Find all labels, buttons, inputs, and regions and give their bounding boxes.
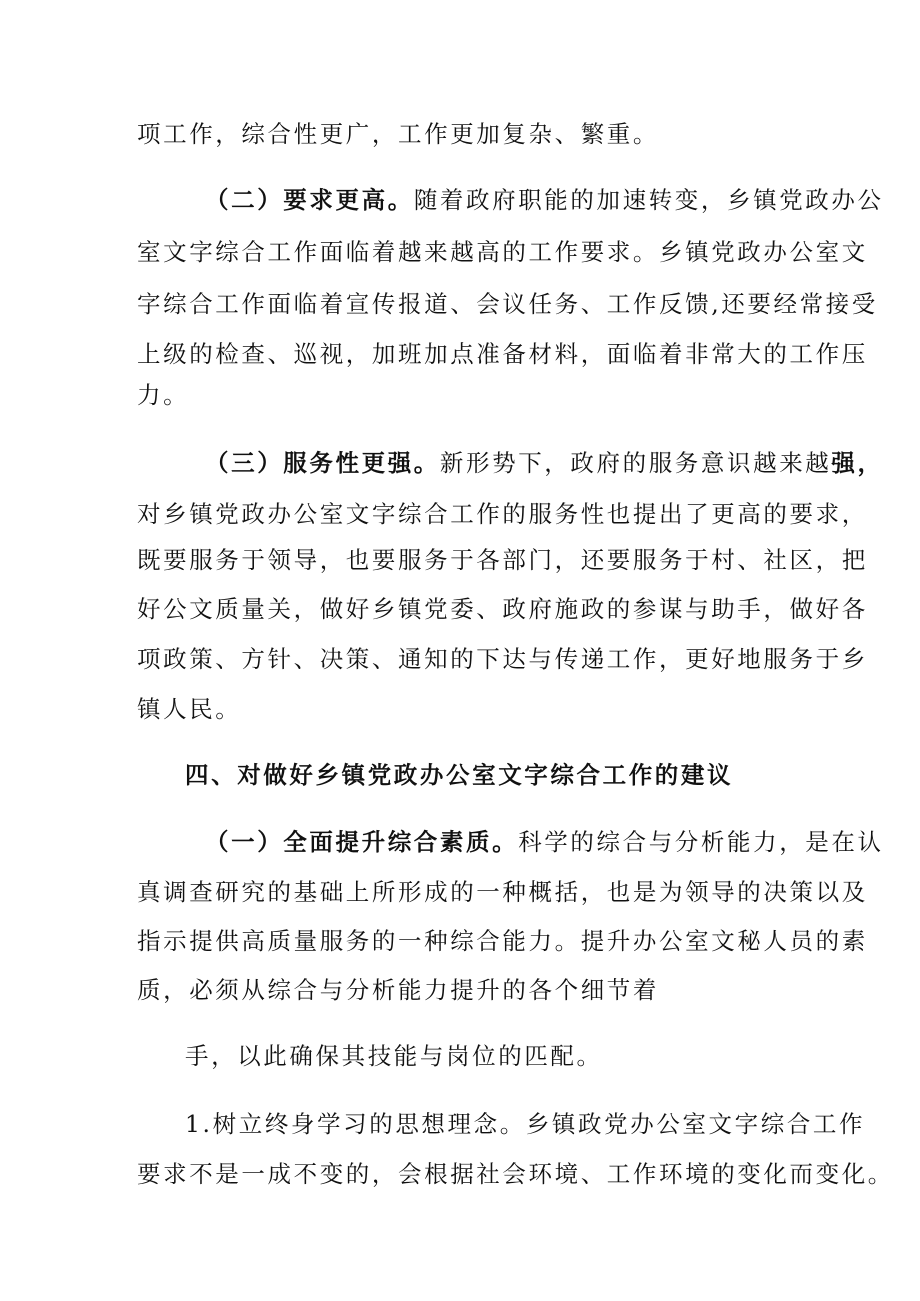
- paragraph-line: （三）服务性更强。新形势下，政府的服务意识越来越强，: [205, 449, 884, 477]
- paragraph-line: 上级的检查、巡视，加班加点准备材料，面临着非常大的工作压: [137, 340, 868, 368]
- paragraph-line: 室文字综合工作面临着越来越高的工作要求。乡镇党政办公室文: [137, 238, 868, 266]
- paragraph-line: 字综合工作面临着宣传报道、会议任务、工作反馈,还要经常接受: [137, 290, 878, 318]
- subheading-3: （三）服务性更强。: [205, 449, 440, 477]
- paragraph-line: 好公文质量关，做好乡镇党委、政府施政的参谋与助手，做好各: [137, 595, 868, 623]
- paragraph-line: 既要服务于领导，也要服务于各部门，还要服务于村、社区，把: [137, 546, 868, 574]
- paragraph-line: 1.树立终身学习的思想理念。乡镇政党办公室文字综合工作: [185, 1110, 866, 1138]
- paragraph-line: 镇人民。: [137, 695, 242, 723]
- paragraph-line: 指示提供高质量服务的一种综合能力。提升办公室文秘人员的素: [137, 927, 868, 955]
- paragraph-line: （二）要求更高。随着政府职能的加速转变，乡镇党政办公: [205, 186, 884, 214]
- paragraph-line: 力。: [137, 381, 190, 409]
- paragraph-line: 要求不是一成不变的，会根据社会环境、工作环境的变化而变化。: [137, 1160, 894, 1188]
- paragraph-line: 对乡镇党政办公室文字综合工作的服务性也提出了更高的要求，: [137, 500, 868, 528]
- subheading-2: （二）要求更高。: [205, 186, 414, 214]
- subheading-1: （一）全面提升综合素质。: [205, 828, 519, 856]
- paragraph-line: 项政策、方针、决策、通知的下达与传递工作，更好地服务于乡: [137, 645, 868, 673]
- paragraph-line: 真调查研究的基础上所形成的一种概括，也是为领导的决策以及: [137, 878, 868, 906]
- paragraph-line: 手，以此确保其技能与岗位的匹配。: [185, 1042, 603, 1070]
- paragraph-line: （一）全面提升综合素质。科学的综合与分析能力，是在认: [205, 828, 884, 856]
- paragraph-line: 项工作，综合性更广，工作更加复杂、繁重。: [137, 120, 659, 148]
- section-heading: 四、对做好乡镇党政办公室文字综合工作的建议: [185, 761, 734, 789]
- paragraph-line: 质，必须从综合与分析能力提升的各个细节着: [137, 976, 659, 1004]
